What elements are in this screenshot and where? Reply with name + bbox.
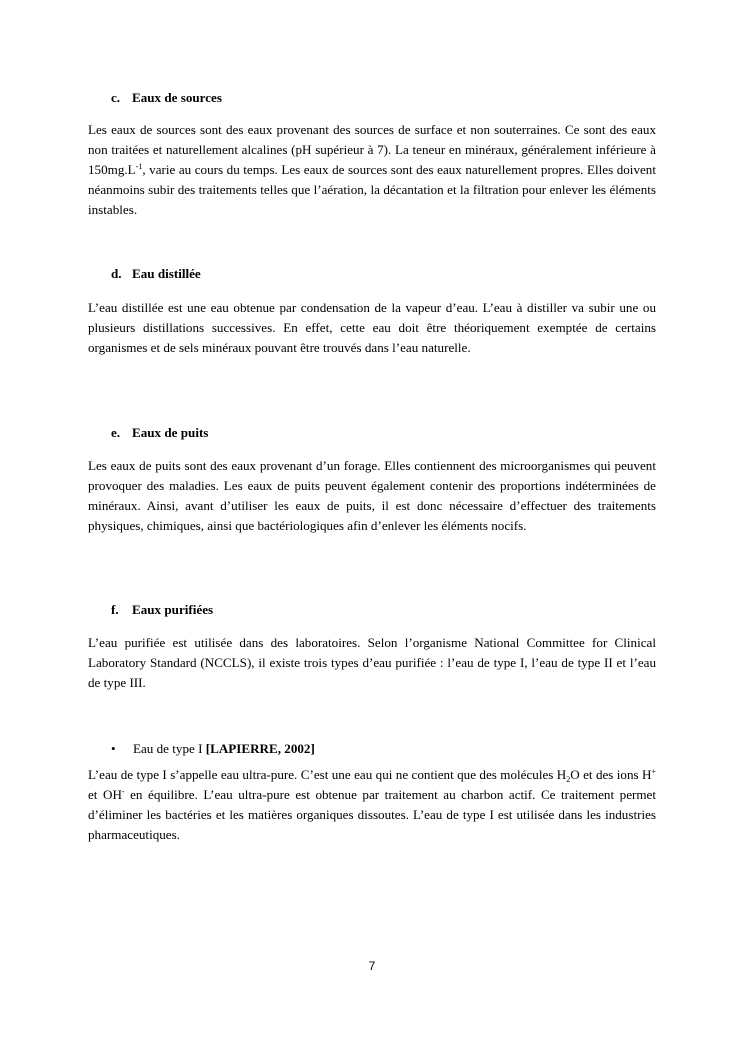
type1-reference: [LAPIERRE, 2002] (205, 741, 315, 756)
type1-text-1: L’eau de type I s’appelle eau ultra-pure. C’est une eau qui ne contient que des molécules H (88, 767, 567, 782)
page-number: 7 (368, 959, 376, 973)
section-e-heading (111, 423, 208, 443)
section-d-title: Eau distillée (132, 266, 201, 281)
type1-bullet-item (111, 739, 315, 759)
type1-superscript-plus: + (651, 767, 656, 776)
section-c-superscript: -1 (135, 162, 143, 171)
section-f-heading (111, 600, 213, 620)
type1-subscript-2: 2 (566, 775, 571, 784)
type1-superscript-minus: - (121, 787, 125, 796)
type1-text-4: en équilibre. L’eau ultra-pure est obtenue par traitement au charbon actif. Ce traitement permet d’éliminer les bactéries et les matières organiques dissoutes. L’eau de type I est utilisée dans les industries pharmaceutiques. (88, 787, 656, 842)
section-e-letter: e. (111, 425, 121, 440)
section-c-paragraph (88, 120, 656, 220)
section-f-letter: f. (111, 602, 119, 617)
section-d-paragraph: L’eau distillée est une eau obtenue par condensation de la vapeur d’eau. L’eau à distiller va subir une ou plusieurs distillations successives. En effet, cette eau doit être théoriquement exemptée de certains organismes et de sels minéraux pouvant être trouvés dans l’eau naturelle. (88, 300, 656, 355)
section-c-heading (111, 88, 222, 108)
section-c-text-1: Les eaux de sources sont des eaux provenant des sources de surface et non souterraines. Ce sont des eaux non traitées et naturellement alcalines (pH supérieur à 7). La teneur en minéraux, généralement inférieure à 150mg.L (88, 122, 656, 177)
section-e-title: Eaux de puits (132, 425, 209, 440)
section-d-letter: d. (111, 266, 122, 281)
section-c-text-2: , varie au cours du temps. Les eaux de sources sont des eaux naturellement propres. Elles doivent néanmoins subir des traitements telles que l’aération, la décantation et la filtration pour enlever les éléments instables. (88, 162, 656, 217)
section-d-heading (111, 264, 201, 284)
type1-text-2: O et des ions H (570, 767, 652, 782)
type1-paragraph (88, 765, 656, 845)
section-f-paragraph: L’eau purifiée est utilisée dans des laboratoires. Selon l’organisme National Committee for Clinical Laboratory Standard (NCCLS), il existe trois types d’eau purifiée : l’eau de type I, l’eau de type II et l’eau de type III. (88, 635, 656, 690)
section-c-title: Eaux de sources (132, 90, 222, 105)
section-c-letter: c. (111, 90, 121, 105)
type1-label: Eau de type I (133, 741, 206, 756)
type1-text-3: et OH (88, 787, 122, 802)
section-f-title: Eaux purifiées (132, 602, 214, 617)
section-e-paragraph: Les eaux de puits sont des eaux provenant d’un forage. Elles contiennent des microorganismes qui peuvent provoquer des maladies. Les eaux de puits peuvent également contenir des proportions indéterminées de minéraux. Ainsi, avant d’utiliser les eaux de puits, il est donc nécessaire d’effectuer des traitements physiques, chimiques, ainsi que bactériologiques afin d’enlever les éléments nocifs. (88, 458, 656, 533)
bullet-icon: • (111, 741, 116, 756)
